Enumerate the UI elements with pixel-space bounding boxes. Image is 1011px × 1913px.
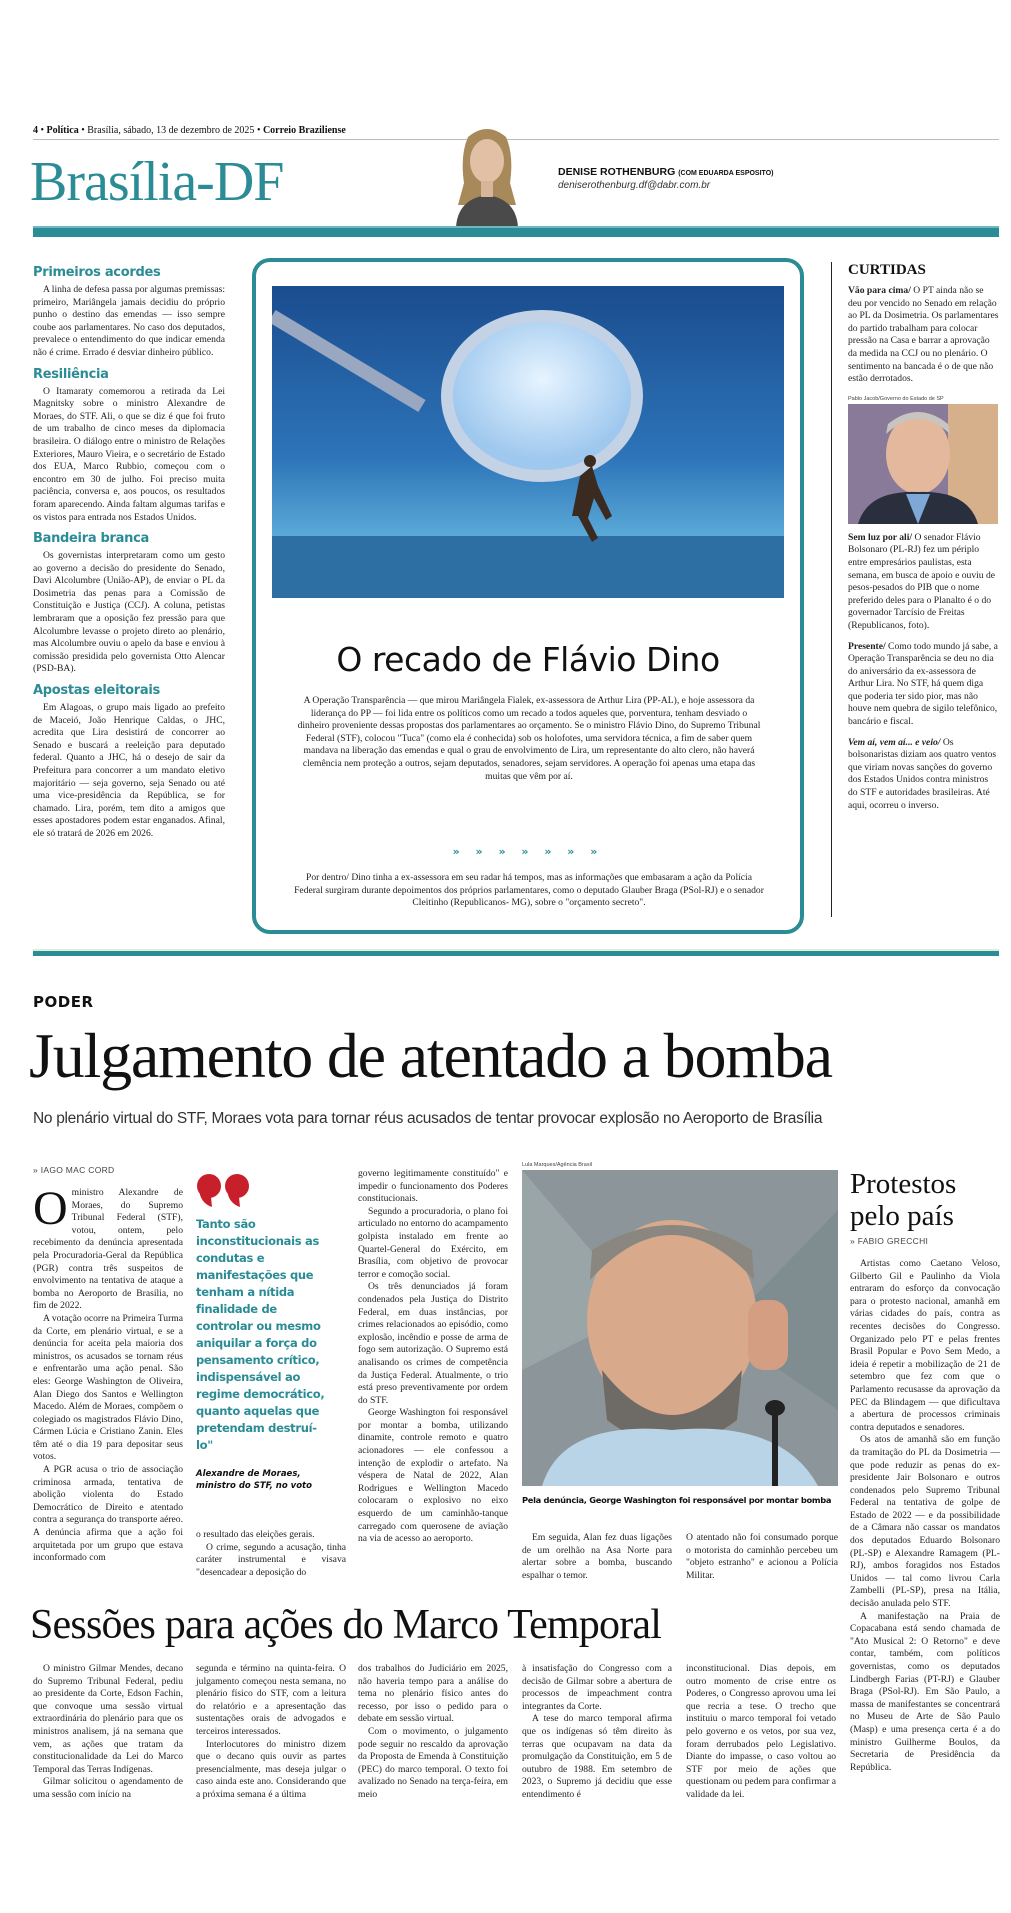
- article-paragraph: Gilmar solicitou o agendamento de uma sessão com início na: [33, 1776, 183, 1800]
- paragraph-text: ministro Alexandre de Moraes, do Supremo Tribunal Federal (STF), votou, ontem, pelo recebimento da denúncia apresentada pela Procuradoria-Geral da República (PGR) contra três suspeitos de envolvimento na tentativa de ataque a bomba no Aeroporto de Brasília, no fim de 2022.: [33, 1187, 183, 1312]
- marco-column: [522, 1663, 672, 1802]
- left-notes-column: [33, 258, 225, 841]
- deck: No plenário virtual do STF, Moraes vota para tornar réus acusados de tentar provocar explosão no Aeroporto de Brasília: [33, 1110, 823, 1127]
- article-paragraph: A tese do marco temporal afirma que os indígenas só têm direito às terras que ocupavam na data da promulgação da Constituição, em 5 de outubro de 1988. Em setembro de 2023, o Supremo já decidiu que esse entendimento é: [522, 1713, 672, 1800]
- item-text: Como todo mundo já sabe, a Operação Transparência se deu no dia do aniversário da ex-assessora de Arthur Lira. No STF, há quem diga que poderia ter sido pior, mas não houve nem quebra de sigilo telefônico, bancário e fiscal.: [848, 640, 998, 728]
- article-paragraph: governo legitimamente constituído" e impedir o funcionamento dos Poderes constitucionais.: [358, 1168, 508, 1205]
- protests-headline-line: pelo país: [850, 1200, 954, 1232]
- photo-credit: Pablo Jacob/Governo do Estado de SP: [848, 395, 944, 402]
- article-paragraph: o resultado das eleições gerais.: [196, 1529, 315, 1540]
- article-paragraph: Artistas como Caetano Veloso, Gilberto Gil e Paulinho da Viola entraram do esforço da convocação para o protesto nacional, amanhã em várias cidades do país, contra as recentes decisões do Congresso. Organizado pelo PT e pelas frentes Brasil Popular e Povo Sem Medo, a ideia é repetir a mobilização de 21 de setembro que fez com que o Parlamento recusasse da aprovação da PEC da Blindagem — que dificultava a abertura de processos criminais contra deputados e senadores.: [850, 1258, 1000, 1433]
- article-column-5: [686, 1532, 838, 1582]
- protests-headline-line: Protestos: [850, 1168, 957, 1200]
- curtidas-item: [848, 532, 999, 633]
- article-paragraph: A manifestação na Praia de Copacabana está sendo chamada de "Ato Musical 2: O Retorno" e deve contar, também, com políticos governistas, como os deputados Lindbergh Farias (PT-RJ) e Glauber Braga (PSol-RJ). Em São Paulo, a massa de manifestantes se concentrará no Museu de Arte de São Paulo (Masp) e uma presença certa é a do ministro Guilherme Boulos, da Secretaria de Presidência da República.: [850, 1610, 1000, 1773]
- note: [33, 366, 225, 525]
- article-paragraph: Em seguida, Alan fez duas ligações de um orelhão na Asa Norte para alertar sobre a bomba, buscando espalhar o temor.: [522, 1532, 672, 1581]
- note-text: A linha de defesa passa por algumas premissas: primeiro, Mariângela jamais decidiu do próprio punho o destino das emendas — isso sempre coube aos parlamentares. No caso dos deputados, prevalece o entendimento do que indicar emenda não é crime. Errado é desviar dinheiro público.: [33, 284, 225, 358]
- george-washington-photo: [522, 1170, 838, 1486]
- note: [33, 530, 225, 676]
- feature-headline: O recado de Flávio Dino: [336, 640, 720, 679]
- column-divider: [831, 262, 832, 917]
- item-lead: Presente/: [848, 640, 886, 652]
- byline: » IAGO MAC CORD: [33, 1165, 115, 1175]
- item-lead: Vem aí, vem aí... e veio/: [848, 736, 941, 748]
- marco-headline: Sessões para ações do Marco Temporal: [30, 1602, 662, 1648]
- item-lead: Vão para cima/: [848, 285, 911, 296]
- columnist-name: [558, 166, 773, 178]
- photo-credit: Lula Marques/Agência Brasil: [522, 1162, 593, 1168]
- columnist-name-text: DENISE ROTHENBURG: [558, 166, 676, 178]
- marco-column: [358, 1663, 508, 1802]
- marco-column: [33, 1663, 183, 1802]
- kicker: PODER: [33, 993, 94, 1011]
- article-paragraph: segunda e término na quinta-feira. O julgamento começou nesta semana, no plenário físico do STF, com a leitura do relatório e a apresentação das sustentações orais de advogados e terceiros interessados.: [196, 1663, 346, 1737]
- newspaper-name: Correio Braziliense: [262, 125, 346, 136]
- section-name: Política: [46, 125, 79, 136]
- article-column-1: [33, 1165, 183, 1565]
- protests-headline: [850, 1168, 956, 1232]
- feature-subtext: Por dentro/ Dino tinha a ex-assessora em seu radar há tempos, mas as informações que embasaram a ação da Polícia Federal surgiram durante depoimentos dos próprios parlamentares, como o deputado Glauber Braga (PSol-RJ) e o senador Cleitinho (Republicanos- MG), sobre o "orçamento secreto".: [294, 872, 764, 909]
- folio-line: 4 • Política • Brasília, sábado, 13 de dezembro de 2025 • Correio Braziliense: [33, 125, 346, 136]
- curtidas-item: [848, 285, 999, 386]
- marco-column: [686, 1663, 836, 1802]
- curtidas-column: [848, 262, 999, 812]
- page-number: 4: [33, 125, 38, 136]
- columnist-photo: [428, 125, 546, 227]
- article-paragraph: Os três denunciados já foram condenados pela Justiça do Distrito Federal, em duas instâncias, por crimes relacionados ao episódio, como explosão, incêndio e posse de arma de fogo sem autorização. O Supremo está analisando os crimes de competência da Justiça Federal. Atualmente, o trio está preso preventivamente por ordem do STF.: [358, 1281, 508, 1406]
- columnist-email[interactable]: deniserothenburg.df@dabr.com.br: [558, 180, 711, 191]
- main-headline: Julgamento de atentado a bomba: [29, 1020, 832, 1091]
- article-paragraph: Interlocutores do ministro dizem que o decano quis ouvir as partes presencialmente, mas deseja julgar o caso ainda este ano. Considerando que a próxima semana é a última: [196, 1738, 346, 1800]
- item-text: Os bolsonaristas diziam aos quatro ventos que viriam novas sanções do governo dos Estados Unidos contra ministros do STF e autoridades brasileiras. Até aqui, ocorreu o inverso.: [848, 736, 997, 811]
- article-paragraph: George Washington foi responsável por montar a bomba, utilizando dinamite, controle remoto e quatro acionadores — ele confessou a intenção de explodir o artefato. Na véspera de Natal de 2022, Alan Rodrigues e Wellington Macedo colocaram o explosivo no eixo esquerdo de um caminhão-tanque carregado com querosene de aviação na via de acesso ao aeroporto.: [358, 1407, 508, 1545]
- article-paragraph: [33, 1182, 183, 1313]
- tarcisio-photo: [848, 404, 998, 524]
- article-column-2: [196, 1529, 346, 1579]
- protests-column: [850, 1236, 1000, 1774]
- photo-caption: Pela denúncia, George Washington foi responsável por montar bomba: [522, 1495, 832, 1505]
- article-paragraph: inconstitucional. Dias depois, em outro momento de crise entre os Poderes, o Congresso aprovou uma lei que recria a tese. O trecho que instituiu o marco temporal foi vetado pelo governo e os vetos, por sua vez, foram derrubados pelo Legislativo. Diante do impasse, o caso voltou ao STF por meio de ações que questionam ou pedem para confirmar a validade da lei.: [686, 1663, 836, 1800]
- item-text: O senador Flávio Bolsonaro (PL-RJ) fez um périplo entre empresários paulistas, esta semana, em busca de apoio e ouviu de pesos-pesados do PIB que o nome preferido deles para o Planalto é o do governador Tarcísio de Freitas (Republicanos, foto).: [848, 531, 996, 631]
- note-title: Primeiros acordes: [33, 265, 161, 280]
- marco-column: [196, 1663, 346, 1802]
- article-paragraph: O atentado não foi consumado porque o motorista do caminhão percebeu um "objeto estranho" e acionou a Polícia Militar.: [686, 1532, 838, 1581]
- columnist-note: (COM EDUARDA ESPOSITO): [678, 170, 774, 177]
- section-divider-bar: [33, 949, 999, 956]
- quote-attribution: Alexandre de Moraes, ministro do STF, no voto: [196, 1469, 312, 1491]
- pull-quote: [196, 1168, 330, 1492]
- curtidas-title: CURTIDAS: [848, 262, 926, 278]
- note-text: Os governistas interpretaram como um gesto ao governo a decisão do presidente do Senado, Davi Alcolumbre (União-AP), de enviar o PL da Dosimetria das penas para a Comissão de Constituição e Justiça (CCJ). A coluna, petistas lembraram que a oposição fez pressão para que Alcolumbre levasse o projeto direto ao plenário, mas Alcolumbre ouviu o apelo da base e enviou à comissão presidida pelo governista Otto Alencar (PSD-BA).: [33, 550, 225, 675]
- note: [33, 682, 225, 841]
- article-paragraph: A votação ocorre na Primeira Turma da Corte, em plenário virtual, e se a denúncia for aceita pela maioria dos ministros, os acusados se tornam réus e enfrentarão uma ação penal. São eles: George Washington de Oliveira, Alan Diego dos Santos e Wellington Macedo. Além de Moraes, compõem o colegiado os magistrados Flávio Dino, Cármen Lúcia e Cristiano Zanin. Eles têm até o dia 19 para depositar seus votos.: [33, 1312, 183, 1463]
- note-title: Apostas eleitorais: [33, 683, 160, 699]
- section-bar: [33, 226, 999, 237]
- article-paragraph: Os atos de amanhã são em função da tramitação do PL da Dosimetria — que pode reduzir as penas do ex-presidente Jair Bolsonaro e outros condenados pelo Supremo Tribunal Federal na tentativa de golpe de Estado de 2022 — e da possibilidade de a Câmara não cassar os mandatos dos deputados Eduardo Bolsonaro (PL-SP) e Alexandre Ramagem (PL-RJ), ambos foragidos nos Estados Unidos — tal como livrou Carla Zambelli (PL-SP), presa na Itália, decisão anulada pelo STF.: [850, 1434, 1000, 1610]
- article-column-4: [522, 1532, 672, 1582]
- article-paragraph: dos trabalhos do Judiciário em 2025, não haveria tempo para a análise do tema no plenário físico antes do recesso, por isso o pedido para o debate em sessão virtual.: [358, 1663, 508, 1725]
- note-text: Em Alagoas, o grupo mais ligado ao prefeito de Maceió, João Henrique Caldas, o JHC, acredita que Lira desistirá de concorrer ao Senado e buscará a reeleição para deputado federal. Quanto a JHC, há o desejo de sair da Prefeitura para concorrer a um mandato eletivo majoritário — seja governo, seja Senado ou até uma vice-presidência da República, se for chamado. Lira, porém, tem dito a amigos que esses apostadores podem estar enganados. Afinal, ele só tratará de 2026 em 2026.: [33, 702, 225, 839]
- quote-marks-icon: [196, 1168, 330, 1204]
- separator-chevrons: » » » » » » »: [452, 845, 604, 858]
- article-paragraph: Com o movimento, o julgamento pode seguir no rescaldo da aprovação da Proposta de Emenda à Constituição (PEC) do marco temporal. O texto foi avalizado no Senado na terça-feira, em meio: [358, 1725, 508, 1800]
- note-text: O Itamaraty comemorou a retirada da Lei Magnitsky sobre o ministro Alexandre de Moraes, do STF. Ali, o que se diz é que foi fruto de um trabalho de cinco meses da diplomacia brasileira. O diálogo entre o ministro de Relações Exteriores, Mauro Vieira, e o secretário de Estado dos EUA, Marco Rubbio, começou com o encontro em 30 de julho. Foi preciso muita paciência, conversa e, aos poucos, os resultados foram aparecendo. Ainda faltam algumas tarifas e os vistos para entrada nos Estados Unidos.: [33, 385, 225, 523]
- item-text: O PT ainda não se deu por vencido no Senado em relação ao PL da Dosimetria. Os parlamentares do partido trabalham para colocar pressão na Casa e barrar a aprovação da medida na CCJ ou no plenário. O sentimento na bancada é o de que não estão derrotados.: [848, 285, 999, 385]
- dropcap: O: [33, 1182, 68, 1235]
- article-paragraph: O crime, segundo a acusação, tinha caráter instrumental e visava "desencadear a deposição do: [196, 1541, 346, 1578]
- feature-illustration: [272, 286, 784, 598]
- item-lead: Sem luz por ali/: [848, 531, 913, 543]
- quote-text: Tanto são inconstitucionais as condutas e manifestações que tenham a nítida finalidade de controlar ou mesmo aniquilar a força do pensamento crítico, indispensável ao regime democrático, quanto aquelas que pretendam destruí-lo": [196, 1217, 325, 1452]
- note-title: Bandeira branca: [33, 531, 149, 547]
- feature-text: A Operação Transparência — que mirou Mariângela Fialek, ex-assessora de Arthur Lira (PP-AL), e hoje assessora da liderança do PP — foi lida entre os políticos como um recado a todos aqueles que, porventura, tenham desviado o dinheiro proveniente dessas propostas dos parlamentares ao orçamento. Se o ministro Flávio Dino, do Supremo Tribunal Federal (STF), colocou "Tuca" (como ela é conhecida) sob os holofotes, uma servidora técnica, a fim de saber quem mandava na liberação das emendas e qual o grau de envolvimento de Lira, um representante do alto clero, não haverá clemência nem proteção a outros, sejam deputados, senadores, sejam servidores. A operação foi apenas uma etapa das muitas que vêm por aí.: [297, 695, 761, 782]
- byline: » FABIO GRECCHI: [850, 1236, 929, 1246]
- curtidas-item: [848, 641, 999, 729]
- curtidas-item: [848, 737, 999, 813]
- article-column-3: [358, 1168, 508, 1546]
- article-paragraph: Segundo a procuradoria, o plano foi articulado no entorno do acampamento golpista instalado em frente ao Quartel-General do Exército, em Brasília, com objetivo de provocar terror e comoção social.: [358, 1205, 508, 1280]
- article-paragraph: à insatisfação do Congresso com a decisão de Gilmar sobre a abertura de processos de impeachment contra integrantes da Corte.: [522, 1663, 672, 1712]
- article-paragraph: A PGR acusa o trio de associação criminosa armada, tentativa de abolição violenta do Estado Democrático de Direito e atentado contra a segurança do transporte aéreo. A denúncia afirma que a ação foi arquitetada por um grupo que estava inconformado com: [33, 1464, 183, 1564]
- note: [33, 264, 225, 360]
- dateline: Brasília, sábado, 13 de dezembro de 2025: [87, 125, 255, 136]
- column-title: Brasília-DF: [30, 151, 284, 213]
- note-title: Resiliência: [33, 366, 109, 382]
- article-paragraph: O ministro Gilmar Mendes, decano do Supremo Tribunal Federal, pediu ao presidente da Corte, Edson Fachin, que convoque uma sessão virtual extraordinária do plenário para que os ministros analisem, já na semana que vem, as ações que tratam da constitucionalidade da Lei do Marco Temporal das Terras Indígenas.: [33, 1663, 183, 1775]
